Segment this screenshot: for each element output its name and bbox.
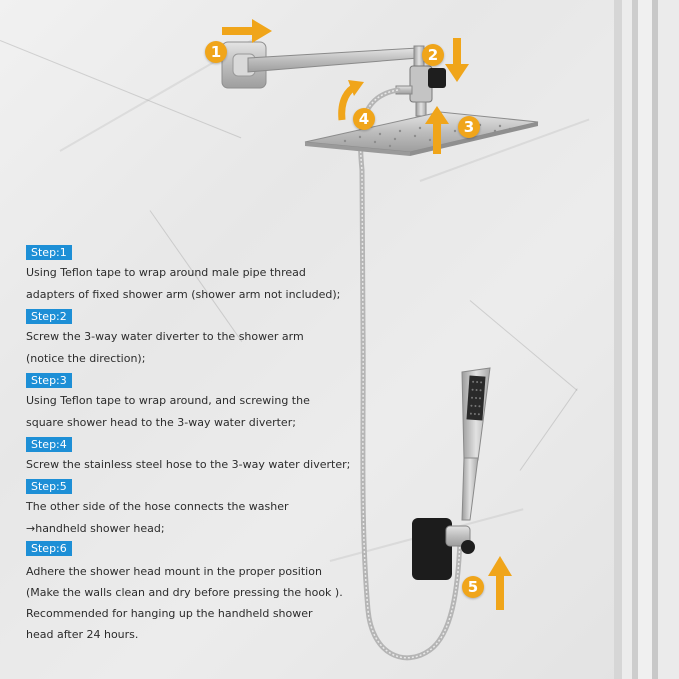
step-5-line-1: The other side of the hose connects the washer [26,500,289,513]
step-5-line-2: →handheld shower head; [26,522,165,535]
step-4-label: Step:4 [26,437,72,452]
shower-arm [248,48,418,72]
step-2-line-2: (notice the direction); [26,352,146,365]
hook-mount-plate [412,518,452,580]
step-2-label: Step:2 [26,309,72,324]
step-1-line-1: Using Teflon tape to wrap around male pipe thread [26,266,306,279]
step-6-line-1: Adhere the shower head mount in the proper position [26,565,322,578]
step-6-line-4: head after 24 hours. [26,628,139,641]
callout-1: 1 [205,41,227,63]
arrow-right-icon [222,19,272,43]
callout-4: 4 [353,108,375,130]
callout-2: 2 [422,44,444,66]
arrow-down-icon [445,38,469,82]
step-3-line-2: square shower head to the 3-way water diverter; [26,416,296,429]
step-2-line-1: Screw the 3-way water diverter to the shower arm [26,330,304,343]
callout-3: 3 [458,116,480,138]
step-6-line-2: (Make the walls clean and dry before pressing the hook ). [26,586,343,599]
handheld-handle [462,458,478,520]
step-1-label: Step:1 [26,245,72,260]
step-1-line-2: adapters of fixed shower arm (shower arm not included); [26,288,341,301]
arrow-up-icon [488,556,512,610]
hook-knob [461,540,475,554]
step-5-label: Step:5 [26,479,72,494]
step-6-line-3: Recommended for hanging up the handheld shower [26,607,313,620]
step-3-line-1: Using Teflon tape to wrap around, and screwing the [26,394,310,407]
callout-5: 5 [462,576,484,598]
step-4-line-1: Screw the stainless steel hose to the 3-way water diverter; [26,458,351,471]
step-6-label: Step:6 [26,541,72,556]
diverter-stem [416,102,426,116]
diverter-knob [428,68,446,88]
step-3-label: Step:3 [26,373,72,388]
